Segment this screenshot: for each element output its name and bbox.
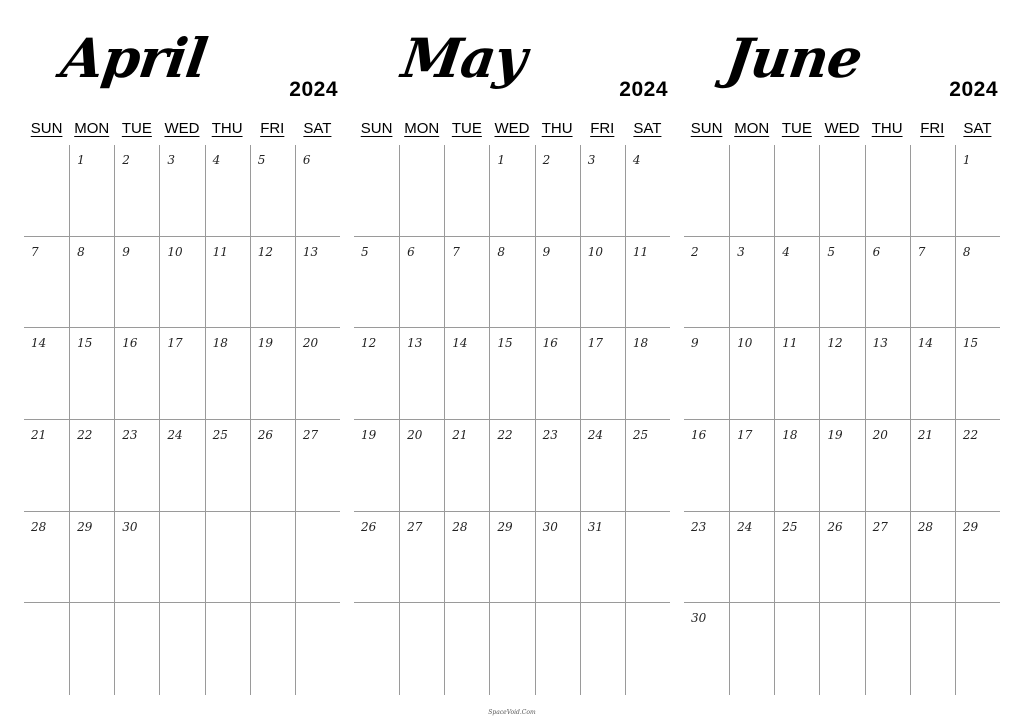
- weekday-header: [24, 120, 340, 140]
- day-number: 29: [77, 519, 93, 534]
- day-cell: [819, 328, 864, 420]
- day-cell: [114, 237, 159, 329]
- day-cell: [69, 603, 114, 695]
- day-cell: [910, 603, 955, 695]
- day-cell: [774, 420, 819, 512]
- day-number: 24: [167, 427, 183, 442]
- weekday-text: MON: [734, 120, 770, 137]
- weekday-label: [159, 120, 204, 140]
- day-number: 15: [962, 336, 979, 351]
- day-cell: [774, 145, 819, 237]
- day-number: 16: [122, 336, 138, 351]
- day-cell: [69, 145, 114, 237]
- day-cell: [295, 237, 340, 329]
- day-cell: [250, 145, 295, 237]
- day-number: 18: [632, 336, 649, 351]
- day-number: 11: [632, 244, 649, 259]
- day-number: 1: [77, 153, 85, 167]
- day-cell: [205, 603, 250, 695]
- day-cell: [729, 603, 774, 695]
- day-cell: [399, 603, 444, 695]
- day-number: 12: [827, 336, 843, 351]
- weekday-label: [625, 120, 670, 140]
- day-cell: [489, 145, 534, 237]
- weekday-label: [399, 120, 444, 140]
- day-number: 19: [257, 336, 273, 351]
- day-cell: [955, 328, 1000, 420]
- weekday-text: FRI: [590, 120, 615, 137]
- day-cell: [444, 145, 489, 237]
- weekday-label: [69, 120, 114, 140]
- day-cell: [205, 145, 250, 237]
- weekday-label: [535, 120, 580, 140]
- day-cell: [354, 420, 399, 512]
- day-cell: [489, 603, 534, 695]
- weekday-header: [354, 120, 670, 140]
- day-cell: [684, 237, 729, 329]
- day-number: 27: [872, 519, 888, 534]
- day-cell: [774, 328, 819, 420]
- day-cell: [489, 512, 534, 604]
- day-cell: [354, 603, 399, 695]
- day-cell: [684, 145, 729, 237]
- day-number: 19: [361, 427, 377, 442]
- day-number: 26: [257, 427, 273, 442]
- day-cell: [159, 328, 204, 420]
- day-number: 21: [31, 427, 47, 442]
- day-cell: [399, 237, 444, 329]
- day-cell: [774, 603, 819, 695]
- day-cell: [684, 420, 729, 512]
- day-number: 2: [122, 153, 130, 167]
- day-number: 15: [497, 336, 513, 351]
- day-number: 4: [212, 153, 221, 167]
- day-number: 13: [302, 244, 319, 259]
- day-number: 24: [587, 427, 603, 442]
- day-cell: [625, 603, 670, 695]
- day-cell: [399, 145, 444, 237]
- day-cell: [354, 512, 399, 604]
- day-number: 19: [827, 427, 843, 442]
- day-cell: [865, 420, 910, 512]
- weekday-text: SUN: [690, 120, 723, 137]
- day-cell: [24, 145, 69, 237]
- day-number: 27: [302, 427, 319, 442]
- day-cell: [444, 512, 489, 604]
- day-number: 8: [962, 244, 971, 259]
- weekday-text: WED: [494, 120, 530, 137]
- day-cell: [399, 328, 444, 420]
- day-grid: [354, 145, 670, 695]
- day-number: 6: [872, 244, 881, 259]
- day-number: 26: [361, 519, 377, 534]
- weekday-label: [295, 120, 340, 140]
- weekday-text: SUN: [30, 120, 63, 137]
- day-cell: [955, 603, 1000, 695]
- day-number: 26: [827, 519, 843, 534]
- day-number: 25: [782, 519, 798, 534]
- day-number: 6: [407, 244, 415, 259]
- day-cell: [24, 237, 69, 329]
- weekday-text: SAT: [963, 120, 992, 137]
- day-number: 4: [782, 244, 790, 259]
- day-number: 30: [122, 519, 138, 534]
- weekday-label: [24, 120, 69, 140]
- day-number: 29: [497, 519, 513, 534]
- day-number: 8: [77, 244, 85, 259]
- day-cell: [580, 420, 625, 512]
- day-cell: [114, 145, 159, 237]
- weekday-header: [684, 120, 1000, 140]
- day-cell: [295, 420, 340, 512]
- day-cell: [819, 512, 864, 604]
- day-cell: [910, 145, 955, 237]
- day-cell: [24, 603, 69, 695]
- day-cell: [535, 237, 580, 329]
- day-cell: [205, 237, 250, 329]
- day-number: 16: [691, 427, 707, 442]
- day-cell: [24, 420, 69, 512]
- day-number: 14: [917, 336, 933, 351]
- month-april: [24, 0, 340, 724]
- weekday-text: SUN: [360, 120, 393, 137]
- weekday-text: MON: [74, 120, 110, 137]
- weekday-label: [684, 120, 729, 140]
- day-cell: [535, 420, 580, 512]
- day-number: 22: [77, 427, 93, 442]
- day-cell: [114, 420, 159, 512]
- day-cell: [295, 328, 340, 420]
- day-cell: [955, 237, 1000, 329]
- day-cell: [625, 237, 670, 329]
- day-number: 8: [497, 244, 506, 259]
- day-number: 28: [31, 519, 47, 534]
- day-cell: [865, 237, 910, 329]
- day-cell: [444, 237, 489, 329]
- day-number: 2: [691, 244, 699, 259]
- day-cell: [580, 237, 625, 329]
- day-cell: [535, 145, 580, 237]
- day-number: 3: [737, 244, 745, 259]
- day-number: 7: [452, 244, 460, 259]
- day-number: 22: [497, 427, 513, 442]
- day-number: 12: [257, 244, 273, 259]
- day-grid: [684, 145, 1000, 695]
- day-number: 11: [212, 244, 228, 259]
- day-cell: [354, 328, 399, 420]
- day-cell: [580, 512, 625, 604]
- day-number: 7: [917, 244, 926, 259]
- weekday-label: [354, 120, 399, 140]
- day-number: 15: [77, 336, 93, 351]
- day-number: 23: [122, 427, 138, 442]
- day-number: 14: [31, 336, 47, 351]
- day-cell: [69, 420, 114, 512]
- day-number: 20: [872, 427, 888, 442]
- day-cell: [819, 420, 864, 512]
- weekday-text: THU: [211, 120, 243, 137]
- day-number: 9: [691, 336, 699, 351]
- day-cell: [354, 145, 399, 237]
- day-cell: [69, 237, 114, 329]
- weekday-label: [910, 120, 955, 140]
- weekday-text: THU: [871, 120, 903, 137]
- day-grid: [24, 145, 340, 695]
- day-cell: [865, 328, 910, 420]
- day-cell: [535, 603, 580, 695]
- day-cell: [159, 237, 204, 329]
- day-cell: [295, 512, 340, 604]
- day-cell: [535, 328, 580, 420]
- day-cell: [910, 328, 955, 420]
- day-cell: [580, 145, 625, 237]
- day-number: 5: [361, 244, 369, 259]
- day-cell: [910, 237, 955, 329]
- weekday-label: [819, 120, 864, 140]
- day-cell: [535, 512, 580, 604]
- weekday-text: FRI: [920, 120, 945, 137]
- day-number: 5: [827, 244, 836, 259]
- weekday-text: TUE: [451, 120, 482, 137]
- day-cell: [625, 512, 670, 604]
- day-number: 1: [497, 153, 506, 167]
- day-cell: [444, 603, 489, 695]
- day-cell: [684, 603, 729, 695]
- year-label: 2024: [949, 78, 998, 101]
- day-number: 28: [917, 519, 933, 534]
- weekday-text: WED: [164, 120, 200, 137]
- day-cell: [444, 328, 489, 420]
- weekday-label: [865, 120, 910, 140]
- weekday-label: [489, 120, 534, 140]
- year-label: 2024: [619, 78, 668, 101]
- day-cell: [205, 328, 250, 420]
- day-number: 13: [407, 336, 423, 351]
- weekday-text: TUE: [121, 120, 152, 137]
- day-cell: [205, 420, 250, 512]
- day-number: 1: [962, 153, 971, 167]
- day-cell: [24, 328, 69, 420]
- day-cell: [69, 512, 114, 604]
- day-cell: [489, 328, 534, 420]
- day-number: 10: [737, 336, 753, 351]
- day-number: 14: [452, 336, 468, 351]
- day-cell: [250, 603, 295, 695]
- day-cell: [625, 145, 670, 237]
- day-cell: [250, 420, 295, 512]
- day-cell: [625, 420, 670, 512]
- month-may: [354, 0, 670, 724]
- day-cell: [580, 603, 625, 695]
- day-cell: [114, 328, 159, 420]
- day-cell: [295, 145, 340, 237]
- day-number: 28: [452, 519, 468, 534]
- weekday-text: SAT: [633, 120, 662, 137]
- day-cell: [729, 328, 774, 420]
- day-number: 17: [167, 336, 183, 351]
- weekday-text: TUE: [781, 120, 812, 137]
- day-cell: [159, 603, 204, 695]
- day-number: 30: [542, 519, 558, 534]
- day-number: 10: [167, 244, 183, 259]
- day-number: 4: [632, 153, 641, 167]
- day-number: 29: [962, 519, 979, 534]
- day-cell: [729, 420, 774, 512]
- day-cell: [865, 512, 910, 604]
- day-cell: [819, 145, 864, 237]
- day-cell: [684, 512, 729, 604]
- day-number: 22: [962, 427, 979, 442]
- day-number: 3: [167, 153, 176, 167]
- footer-credit: SpaceVoid.Com: [488, 709, 536, 716]
- weekday-text: THU: [541, 120, 573, 137]
- weekday-label: [774, 120, 819, 140]
- weekday-text: WED: [824, 120, 860, 137]
- weekday-label: [729, 120, 774, 140]
- day-cell: [114, 603, 159, 695]
- day-number: 16: [542, 336, 558, 351]
- day-number: 31: [587, 519, 603, 534]
- day-number: 10: [587, 244, 603, 259]
- day-number: 23: [542, 427, 558, 442]
- weekday-label: [955, 120, 1000, 140]
- day-number: 5: [257, 153, 266, 167]
- day-cell: [729, 145, 774, 237]
- day-cell: [399, 512, 444, 604]
- weekday-label: [444, 120, 489, 140]
- day-cell: [729, 237, 774, 329]
- day-cell: [625, 328, 670, 420]
- month-title: May: [397, 26, 531, 90]
- day-number: 2: [542, 153, 551, 167]
- month-june: [684, 0, 1000, 724]
- day-number: 9: [122, 244, 130, 259]
- day-cell: [774, 512, 819, 604]
- day-number: 23: [691, 519, 707, 534]
- day-cell: [114, 512, 159, 604]
- day-cell: [159, 145, 204, 237]
- day-cell: [774, 237, 819, 329]
- day-cell: [819, 237, 864, 329]
- day-cell: [489, 237, 534, 329]
- day-number: 6: [302, 153, 311, 167]
- day-number: 25: [632, 427, 649, 442]
- day-cell: [159, 420, 204, 512]
- day-number: 27: [407, 519, 423, 534]
- day-number: 3: [587, 153, 596, 167]
- day-number: 20: [302, 336, 319, 351]
- day-cell: [865, 603, 910, 695]
- day-cell: [865, 145, 910, 237]
- day-cell: [354, 237, 399, 329]
- day-cell: [819, 603, 864, 695]
- weekday-label: [114, 120, 159, 140]
- day-cell: [444, 420, 489, 512]
- day-number: 11: [782, 336, 798, 351]
- day-number: 25: [212, 427, 228, 442]
- day-number: 20: [407, 427, 423, 442]
- day-number: 24: [737, 519, 753, 534]
- day-number: 21: [917, 427, 933, 442]
- day-cell: [69, 328, 114, 420]
- day-number: 13: [872, 336, 888, 351]
- day-number: 17: [737, 427, 753, 442]
- month-title: April: [57, 26, 211, 90]
- day-cell: [399, 420, 444, 512]
- day-number: 21: [452, 427, 468, 442]
- weekday-label: [580, 120, 625, 140]
- day-cell: [910, 512, 955, 604]
- day-cell: [159, 512, 204, 604]
- weekday-label: [250, 120, 295, 140]
- day-number: 17: [587, 336, 603, 351]
- weekday-text: SAT: [303, 120, 332, 137]
- day-cell: [250, 237, 295, 329]
- month-title: June: [722, 26, 866, 90]
- day-cell: [684, 328, 729, 420]
- day-number: 9: [542, 244, 551, 259]
- day-number: 7: [31, 244, 39, 259]
- day-cell: [910, 420, 955, 512]
- day-cell: [295, 603, 340, 695]
- day-cell: [24, 512, 69, 604]
- day-number: 12: [361, 336, 377, 351]
- day-cell: [580, 328, 625, 420]
- weekday-text: MON: [404, 120, 440, 137]
- day-cell: [250, 512, 295, 604]
- day-cell: [250, 328, 295, 420]
- day-cell: [955, 512, 1000, 604]
- day-cell: [955, 420, 1000, 512]
- weekday-label: [205, 120, 250, 140]
- day-cell: [955, 145, 1000, 237]
- day-cell: [729, 512, 774, 604]
- day-cell: [489, 420, 534, 512]
- day-number: 18: [212, 336, 228, 351]
- day-number: 18: [782, 427, 798, 442]
- day-cell: [205, 512, 250, 604]
- year-label: 2024: [289, 78, 338, 101]
- day-number: 30: [691, 611, 707, 626]
- weekday-text: FRI: [260, 120, 285, 137]
